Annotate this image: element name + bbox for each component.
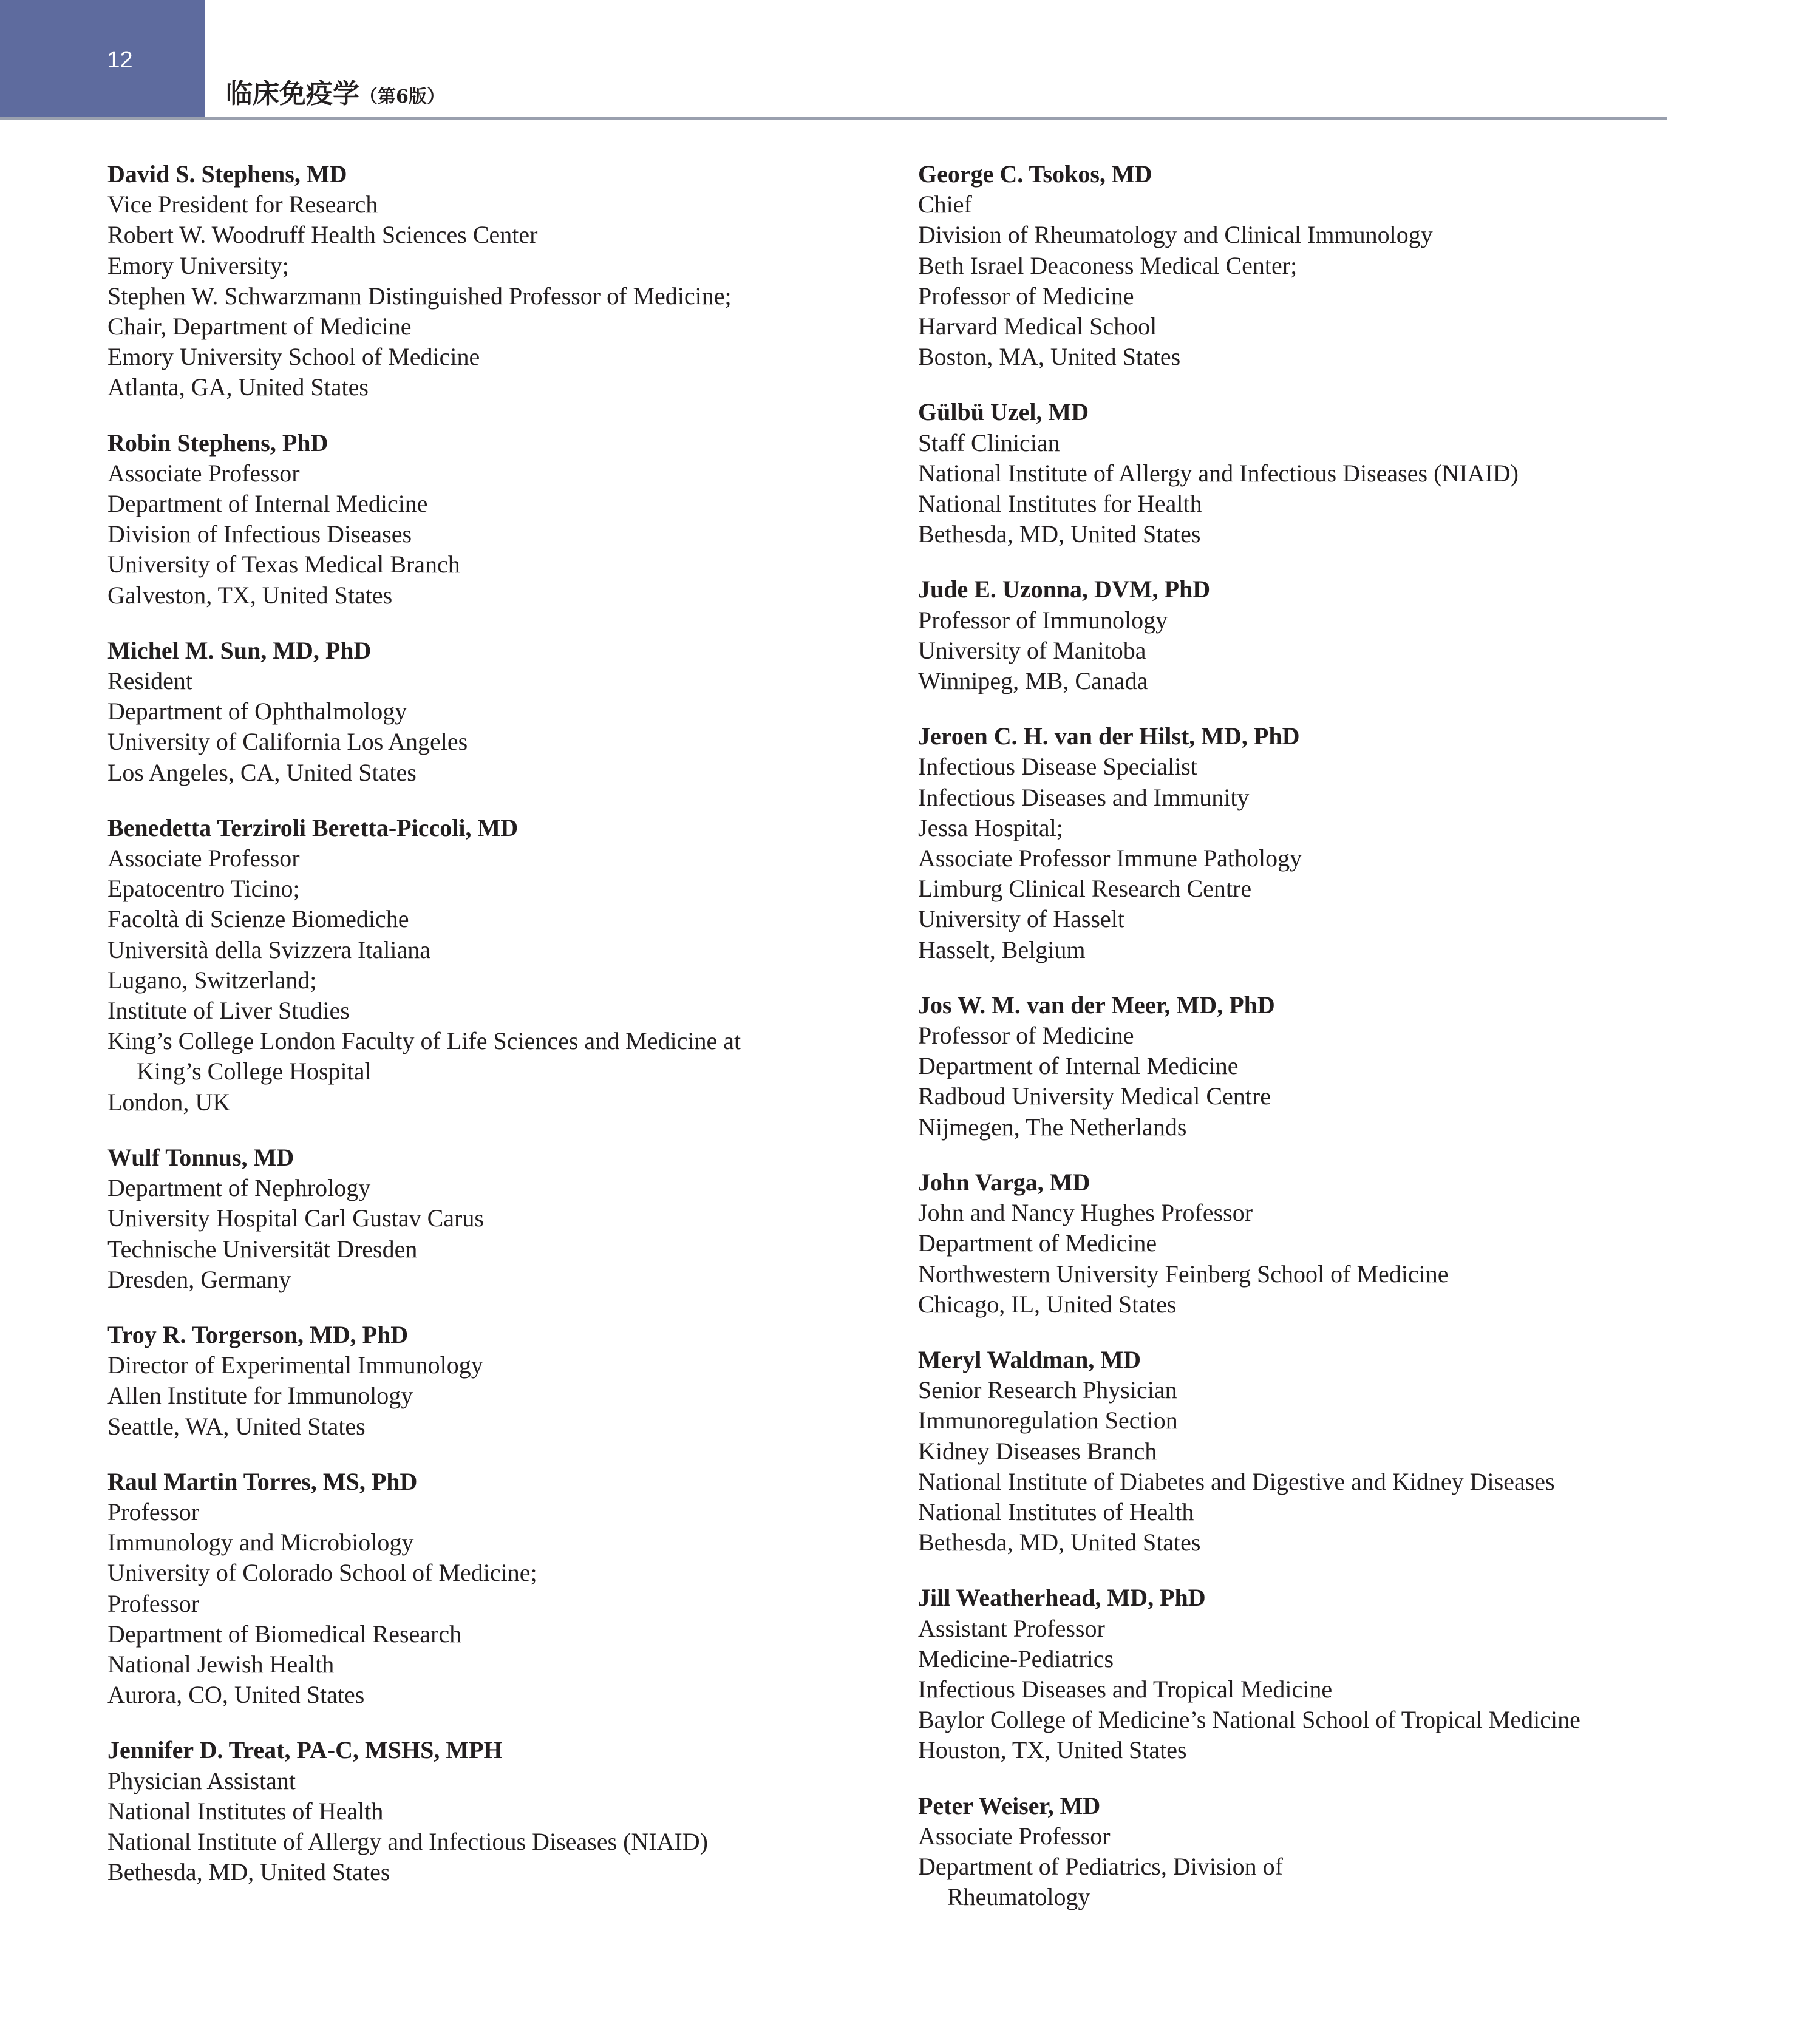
contributor-entry (107, 813, 891, 1118)
page-number: 12 (107, 47, 133, 73)
contributor-name: Gülbü Uzel, MD (918, 398, 1089, 426)
affiliation-line: Emory University School of Medicine (107, 343, 480, 371)
affiliation-line: Staff Clinician (918, 429, 1060, 457)
affiliation-line: National Institute of Allergy and Infectious Diseases (NIAID) (107, 1827, 709, 1855)
affiliation-line: Technische Universität Dresden (107, 1235, 418, 1263)
contributor-entry (107, 1735, 891, 1887)
contributor-entry (918, 574, 1683, 696)
contributor-name: Jill Weatherhead, MD, PhD (918, 1584, 1206, 1612)
affiliation-line: Department of Pediatrics, Division of (918, 1852, 1283, 1880)
affiliation-line: Physician Assistant (107, 1767, 296, 1794)
affiliation-line: Professor (107, 1589, 200, 1617)
contributor-name: Michel M. Sun, MD, PhD (107, 636, 372, 664)
affiliation-line: Robert W. Woodruff Health Sciences Center (107, 221, 538, 249)
affiliation-line: Emory University; (107, 251, 289, 279)
affiliation-line: Chicago, IL, United States (918, 1290, 1177, 1318)
affiliation-line: Department of Ophthalmology (107, 698, 407, 725)
contributor-name: Peter Weiser, MD (918, 1791, 1101, 1819)
affiliation-line: Northwestern University Feinberg School of Medicine (918, 1260, 1449, 1288)
affiliation-line: National Institute of Allergy and Infectious Diseases (NIAID) (918, 459, 1519, 487)
affiliation-line: Bethesda, MD, United States (918, 1529, 1201, 1557)
contributor-entry (107, 1320, 891, 1442)
affiliation-line: Seattle, WA, United States (107, 1412, 366, 1440)
affiliation-line: Infectious Disease Specialist (918, 753, 1197, 781)
contributor-entry (918, 1345, 1683, 1558)
affiliation-line: Infectious Diseases and Tropical Medicine (918, 1675, 1333, 1703)
contributors-column-left (107, 159, 891, 1912)
affiliation-line: Department of Nephrology (107, 1174, 371, 1202)
book-edition: （第6版） (359, 86, 445, 107)
contributor-name: Meryl Waldman, MD (918, 1345, 1141, 1373)
affiliation-line: King’s College London Faculty of Life Sciences and Medicine at (107, 1027, 741, 1055)
affiliation-line: Baylor College of Medicine’s National School of Tropical Medicine (918, 1706, 1580, 1734)
affiliation-line: Associate Professor (918, 1822, 1111, 1850)
affiliation-line: Associate Professor (107, 844, 300, 872)
affiliation-line: Radboud University Medical Centre (918, 1082, 1271, 1110)
contributor-name: Raul Martin Torres, MS, PhD (107, 1467, 418, 1495)
affiliation-line: Professor of Immunology (918, 606, 1168, 634)
contributor-entry (107, 1143, 891, 1295)
contributor-name: Jude E. Uzonna, DVM, PhD (918, 576, 1211, 603)
affiliation-line: Assistant Professor (918, 1614, 1105, 1642)
affiliation-line: Department of Biomedical Research (107, 1620, 462, 1648)
affiliation-line: Houston, TX, United States (918, 1736, 1187, 1764)
affiliation-line: Beth Israel Deaconess Medical Center; (918, 251, 1298, 279)
affiliation-line: Senior Research Physician (918, 1376, 1177, 1404)
affiliation-line: Aurora, CO, United States (107, 1681, 365, 1709)
affiliation-line: Jessa Hospital; (918, 813, 1063, 841)
affiliation-line: Department of Internal Medicine (918, 1052, 1239, 1080)
contributor-entry (918, 1583, 1683, 1765)
affiliation-line: National Institutes for Health (918, 490, 1202, 518)
contributor-name: Troy R. Torgerson, MD, PhD (107, 1320, 409, 1348)
affiliation-line: Immunoregulation Section (918, 1407, 1178, 1435)
affiliation-line: Lugano, Switzerland; (107, 966, 317, 994)
contributor-entry (918, 721, 1683, 965)
affiliation-line: Associate Professor Immune Pathology (918, 844, 1302, 872)
affiliation-line: Kidney Diseases Branch (918, 1437, 1157, 1465)
contributors-column-right (918, 159, 1683, 1937)
affiliation-line: Professor of Medicine (918, 1022, 1134, 1050)
affiliation-line: Department of Medicine (918, 1229, 1157, 1257)
affiliation-line: Rheumatology (947, 1883, 1090, 1911)
contributor-entry (918, 990, 1683, 1143)
contributor-entry (107, 428, 891, 611)
affiliation-line: Hasselt, Belgium (918, 935, 1086, 963)
header-rule (0, 117, 1667, 120)
affiliation-line: Division of Rheumatology and Clinical Immunology (918, 221, 1433, 249)
affiliation-line: King’s College Hospital (137, 1058, 372, 1085)
affiliation-line: Boston, MA, United States (918, 343, 1181, 371)
contributor-entry (107, 1467, 891, 1711)
affiliation-line: Professor (107, 1498, 200, 1526)
affiliation-line: Limburg Clinical Research Centre (918, 875, 1252, 903)
affiliation-line: Epatocentro Ticino; (107, 875, 300, 903)
affiliation-line: Galveston, TX, United States (107, 581, 393, 609)
affiliation-line: Los Angeles, CA, United States (107, 758, 417, 786)
affiliation-line: University of California Los Angeles (107, 728, 468, 756)
affiliation-line: Winnipeg, MB, Canada (918, 667, 1148, 695)
running-title (226, 72, 445, 110)
affiliation-line: Division of Infectious Diseases (107, 520, 412, 548)
affiliation-line: Dresden, Germany (107, 1265, 291, 1293)
affiliation-line: Associate Professor (107, 459, 300, 487)
affiliation-line: Resident (107, 667, 192, 695)
affiliation-line: Chair, Department of Medicine (107, 313, 412, 341)
affiliation-line: University of Hasselt (918, 905, 1124, 933)
affiliation-line: University Hospital Carl Gustav Carus (107, 1204, 484, 1232)
affiliation-line: National Institutes of Health (918, 1498, 1194, 1526)
affiliation-line: Immunology and Microbiology (107, 1529, 414, 1557)
contributor-name: George C. Tsokos, MD (918, 160, 1152, 188)
affiliation-line: Bethesda, MD, United States (918, 520, 1201, 548)
contributor-name: David S. Stephens, MD (107, 160, 347, 188)
affiliation-line: University of Manitoba (918, 636, 1146, 664)
affiliation-line: John and Nancy Hughes Professor (918, 1199, 1253, 1227)
contributor-name: Jos W. M. van der Meer, MD, PhD (918, 991, 1275, 1019)
contributor-entry (918, 1167, 1683, 1320)
affiliation-line: Department of Internal Medicine (107, 490, 428, 518)
affiliation-line: Facoltà di Scienze Biomediche (107, 905, 409, 933)
affiliation-line: Università della Svizzera Italiana (107, 935, 430, 963)
contributor-entry (918, 159, 1683, 372)
affiliation-line: Atlanta, GA, United States (107, 373, 369, 401)
affiliation-line: Institute of Liver Studies (107, 997, 350, 1025)
contributor-name: Robin Stephens, PhD (107, 429, 328, 457)
affiliation-line: National Jewish Health (107, 1650, 335, 1678)
affiliation-line: University of Colorado School of Medicine; (107, 1559, 537, 1587)
affiliation-line: Vice President for Research (107, 191, 378, 219)
affiliation-line: Professor of Medicine (918, 282, 1134, 310)
affiliation-line: Medicine-Pediatrics (918, 1645, 1114, 1672)
affiliation-line: Infectious Diseases and Immunity (918, 783, 1250, 811)
affiliation-line: Nijmegen, The Netherlands (918, 1113, 1187, 1141)
contributor-entry (107, 159, 891, 403)
contributor-name: John Varga, MD (918, 1168, 1090, 1196)
affiliation-line: Chief (918, 191, 972, 219)
affiliation-line: Director of Experimental Immunology (107, 1351, 483, 1379)
affiliation-line: Harvard Medical School (918, 313, 1157, 341)
affiliation-line: National Institute of Diabetes and Digestive and Kidney Diseases (918, 1467, 1555, 1495)
contributor-name: Benedetta Terziroli Beretta-Piccoli, MD (107, 813, 519, 841)
contributor-entry (918, 397, 1683, 549)
affiliation-line: National Institutes of Health (107, 1797, 384, 1825)
contributor-name: Jennifer D. Treat, PA-C, MSHS, MPH (107, 1736, 503, 1764)
contributor-entry (918, 1791, 1683, 1913)
affiliation-line: London, UK (107, 1088, 231, 1116)
contributor-name: Wulf Tonnus, MD (107, 1143, 294, 1171)
affiliation-line: University of Texas Medical Branch (107, 551, 460, 579)
affiliation-line: Stephen W. Schwarzmann Distinguished Professor of Medicine; (107, 282, 732, 310)
contributor-name: Jeroen C. H. van der Hilst, MD, PhD (918, 722, 1300, 750)
book-title: 临床免疫学 (226, 78, 359, 109)
affiliation-line: Bethesda, MD, United States (107, 1858, 390, 1886)
contributor-entry (107, 636, 891, 788)
affiliation-line: Allen Institute for Immunology (107, 1382, 413, 1410)
